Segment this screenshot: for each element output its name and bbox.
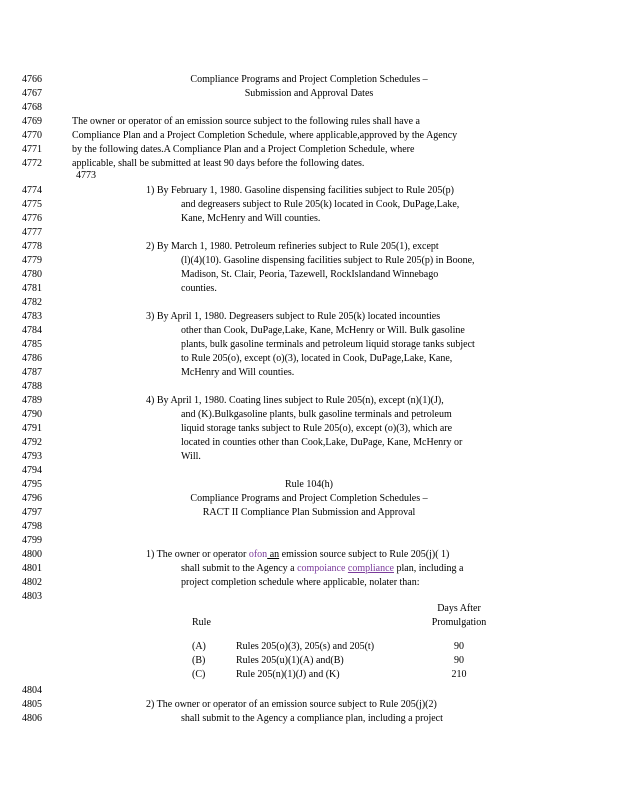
item-4-line-4: located in counties other than Cook,Lake, DuPage, Kane, McHenry or — [181, 437, 463, 448]
line-number: 4805 — [22, 699, 42, 710]
line-number: 4793 — [22, 451, 42, 462]
table-row-label: (A) — [192, 641, 206, 652]
item-5-text-c: emission source subject to Rule 205(j)( 1) — [279, 549, 450, 560]
line-number: 4770 — [22, 130, 42, 141]
line-number: 4783 — [22, 311, 42, 322]
line-number: 4780 — [22, 269, 42, 280]
line-number: 4788 — [22, 381, 42, 392]
item-2-line-2: (l)(4)(10). Gasoline dispensing facilities subject to Rule 205(p) in Boone, — [181, 255, 475, 266]
line-number: 4803 — [22, 591, 42, 602]
item-1-line-2: and degreasers subject to Rule 205(k) located in Cook, DuPage,Lake, — [181, 199, 460, 210]
table-row-days: 90 — [454, 641, 464, 652]
table-header-rule: Rule — [192, 617, 211, 628]
item-4-line-1: 4) By April 1, 1980. Coating lines subject to Rule 205(n), except (n)(1)(J), — [146, 395, 444, 406]
item-2-line-3: Madison, St. Clair, Peoria, Tazewell, RockIslandand Winnebago — [181, 269, 439, 280]
item-5-text-l2c: plan, including a — [394, 563, 464, 574]
line-number: 4776 — [22, 213, 42, 224]
heading2-line-2: RACT II Compliance Plan Submission and Approval — [202, 507, 416, 518]
line-number: 4797 — [22, 507, 42, 518]
item-1-line-3: Kane, McHenry and Will counties. — [181, 213, 321, 224]
heading-title-line-2: Submission and Approval Dates — [244, 88, 374, 99]
item-2-line-1: 2) By March 1, 1980. Petroleum refineries subject to Rule 205(1), except — [146, 241, 439, 252]
item-6-line-2: shall submit to the Agency a compliance plan, including a project — [181, 713, 443, 724]
heading-title-line-1: Compliance Programs and Project Completion Schedules – — [190, 74, 428, 85]
line-number: 4769 — [22, 116, 42, 127]
item-5-line-2 — [181, 563, 463, 575]
table-row-rule: Rule 205(n)(1)(J) and (K) — [236, 669, 340, 680]
item-5-text-l2a: shall submit to the Agency a — [181, 563, 298, 574]
item-6-line-1: 2) The owner or operator of an emission source subject to Rule 205(j)(2) — [146, 699, 437, 710]
line-number: 4775 — [22, 199, 42, 210]
intro-line-1: The owner or operator of an emission source subject to the following rules shall have a — [72, 116, 420, 127]
line-number: 4798 — [22, 521, 42, 532]
line-number: 4790 — [22, 409, 42, 420]
line-number: 4768 — [22, 102, 42, 113]
inserted-underlined-text: compliance — [347, 563, 394, 574]
line-number: 4774 — [22, 185, 42, 196]
deleted-text: an — [267, 549, 280, 560]
line-number: 4778 — [22, 241, 42, 252]
line-number: 4767 — [22, 88, 42, 99]
inserted-text: ofon — [248, 549, 268, 560]
line-number: 4782 — [22, 297, 42, 308]
item-4-line-5: Will. — [181, 451, 201, 462]
rule-heading: Rule 104(h) — [284, 479, 334, 490]
table-header-days-line-1: Days After — [437, 603, 481, 614]
item-5-line-3: project completion schedule where applicable, nolater than: — [181, 577, 420, 588]
line-number: 4784 — [22, 325, 42, 336]
line-number: 4802 — [22, 577, 42, 588]
inline-line-number: 4773 — [76, 170, 96, 181]
table-row-label: (C) — [192, 669, 206, 680]
item-3-line-2: other than Cook, DuPage,Lake, Kane, McHenry or Will. Bulk gasoline — [181, 325, 465, 336]
line-number: 4771 — [22, 144, 42, 155]
intro-line-2: Compliance Plan and a Project Completion Schedule, where applicable,approved by the Agency — [72, 130, 458, 141]
table-header-days-line-2: Promulgation — [431, 617, 487, 628]
line-number: 4795 — [22, 479, 42, 490]
intro-line-3: by the following dates.A Compliance Plan and a Project Completion Schedule, where — [72, 144, 415, 155]
line-number: 4806 — [22, 713, 42, 724]
line-number: 4786 — [22, 353, 42, 364]
item-3-line-5: McHenry and Will counties. — [181, 367, 295, 378]
line-number: 4804 — [22, 685, 42, 696]
line-number: 4781 — [22, 283, 42, 294]
table-row-label: (B) — [192, 655, 206, 666]
line-number: 4799 — [22, 535, 42, 546]
heading2-line-1: Compliance Programs and Project Completion Schedules – — [190, 493, 428, 504]
line-number: 4791 — [22, 423, 42, 434]
item-1-line-1: 1) By February 1, 1980. Gasoline dispensing facilities subject to Rule 205(p) — [146, 185, 455, 196]
item-3-line-4: to Rule 205(o), except (o)(3), located in Cook, DuPage,Lake, Kane, — [181, 353, 453, 364]
line-number: 4785 — [22, 339, 42, 350]
line-number: 4800 — [22, 549, 42, 560]
item-4-line-2: and (K).Bulkgasoline plants, bulk gasoline terminals and petroleum — [181, 409, 452, 420]
line-number: 4794 — [22, 465, 42, 476]
line-number: 4801 — [22, 563, 42, 574]
table-row-rule: Rules 205(o)(3), 205(s) and 205(t) — [236, 641, 375, 652]
line-number: 4792 — [22, 437, 42, 448]
item-3-line-3: plants, bulk gasoline terminals and petroleum liquid storage tanks subject — [181, 339, 475, 350]
inserted-text: compoiance — [297, 563, 346, 574]
intro-line-4: applicable, shall be submitted at least 90 days before the following dates. — [72, 158, 365, 169]
table-row-days: 210 — [451, 669, 467, 680]
line-number: 4766 — [22, 74, 42, 85]
line-number: 4787 — [22, 367, 42, 378]
table-row-days: 90 — [454, 655, 464, 666]
table-row-rule: Rules 205(u)(1)(A) and(B) — [236, 655, 344, 666]
line-number: 4789 — [22, 395, 42, 406]
item-2-line-4: counties. — [181, 283, 217, 294]
item-5-text-a: 1) The owner or operator — [146, 549, 249, 560]
line-number: 4796 — [22, 493, 42, 504]
line-number: 4777 — [22, 227, 42, 238]
item-5-line-1 — [146, 549, 449, 561]
line-number: 4779 — [22, 255, 42, 266]
item-3-line-1: 3) By April 1, 1980. Degreasers subject to Rule 205(k) located incounties — [146, 311, 441, 322]
item-4-line-3: liquid storage tanks subject to Rule 205(o), except (o)(3), which are — [181, 423, 453, 434]
line-number: 4772 — [22, 158, 42, 169]
